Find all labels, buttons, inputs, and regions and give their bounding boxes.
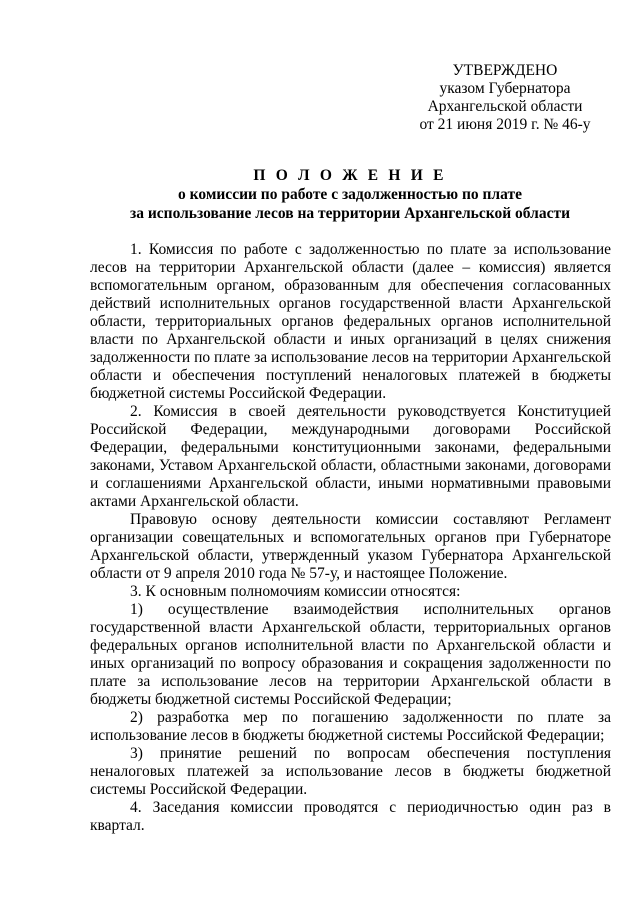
paragraph-2: 2. Комиссия в своей деятельности руководствуется Конституцией Российской Федерации, международными договорами Российской Федерации, федеральными конституционными законами, федеральными законами, Уставом Архангельской области, областными законами, договорами и соглашениями Архангельской области, иными нормативными правовыми актами Архангельской области. — [90, 403, 611, 510]
title-subtitle-2: за использование лесов на территории Архангельской области — [129, 205, 571, 222]
list-item-2: 2) разработка мер по погашению задолженности по плате за использование лесов в бюджеты бюджетной системы Российской Федерации; — [90, 709, 611, 744]
list-item-1: 1) осуществление взаимодействия исполнительных органов государственной власти Архангельской области, территориальных органов федеральных органов исполнительной власти по Архангельской области и иных организаций по вопросу образования и сокращения задолженности по плате за использование лесов на территории Архангельской области в бюджеты бюджетной системы Российской Федерации; — [90, 601, 611, 708]
approval-heading: УТВЕРЖДЕНО — [452, 62, 558, 79]
document-title — [90, 166, 610, 223]
approval-stamp — [400, 62, 610, 134]
paragraph-1: 1. Комиссия по работе с задолженностью по плате за использование лесов на территории Архангельской области (далее – комиссия) является вспомогательным органом, образованным для обеспечения согласованных действий исполнительных органов государственной власти Архангельской области, территориальных органов федеральных органов исполнительной власти по Архангельской области и иных организаций в целях снижения задолженности по плате за использование лесов на территории Архангельской области и обеспечения поступлений неналоговых платежей в бюджеты бюджетной системы Российской Федерации. — [90, 241, 611, 402]
approval-authority: указом Губернатора — [439, 80, 571, 97]
title-subtitle-1: о комиссии по работе с задолженностью по плате — [178, 186, 522, 203]
approval-region: Архангельской области — [427, 98, 583, 115]
paragraph-3: 3. К основным полномочиям комиссии относятся: — [130, 583, 461, 600]
document-body — [90, 241, 611, 835]
paragraph-4: 4. Заседания комиссии проводятся с периодичностью один раз в квартал. — [90, 799, 611, 834]
title-main: П О Л О Ж Е Н И Е — [253, 167, 447, 184]
approval-date: от 21 июня 2019 г. № 46-у — [419, 116, 591, 133]
list-item-3: 3) принятие решений по вопросам обеспечения поступления неналоговых платежей за использование лесов в бюджеты бюджетной системы Российской Федерации. — [90, 745, 611, 798]
paragraph-legal-basis: Правовую основу деятельности комиссии составляют Регламент организации совещательных и вспомогательных органов при Губернаторе Архангельской области, утвержденный указом Губернатора Архангельской области от 9 апреля 2010 года № 57-у, и настоящее Положение. — [90, 511, 611, 582]
